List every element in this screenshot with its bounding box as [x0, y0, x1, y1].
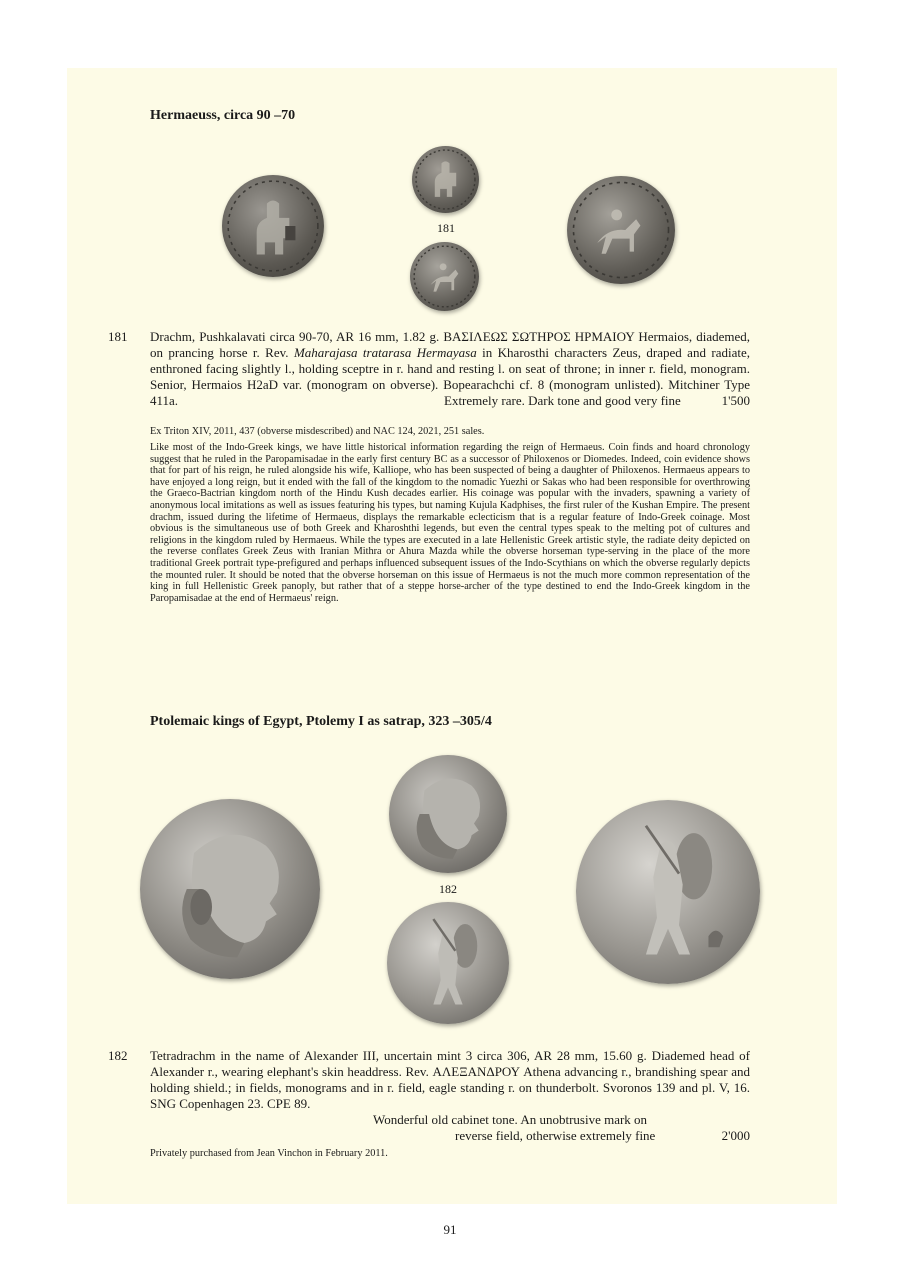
lot-description-181: Drachm, Pushkalavati circa 90-70, AR 16 mm, 1.82 g. ΒΑΣΙΛΕΩΣ ΣΩΤΗΡΟΣ ΗΡΜΑΙΟΥ Hermaios, diademed, on prancing horse r. Rev. Maharajasa tratarasa Hermayasa in Kharosthi characters Zeus, draped and radiate, enthroned facing slightly l., holding sceptre in r. hand and resting l. on seat of throne; in inner r. field, monogram. Senior, Hermaios H2aD var. (monogram on obverse). Bopearachchi cf. 8 (monogram unlisted). Mitchiner Type 411a. — [150, 329, 750, 408]
image-label-182: 182 — [439, 882, 457, 896]
catalog-panel — [67, 68, 837, 1204]
coin-182-large-obverse — [140, 799, 320, 979]
coin-181-small-reverse — [412, 146, 479, 213]
lot-description-182: Tetradrachm in the name of Alexander III, uncertain mint 3 circa 306, AR 28 mm, 15.60 g. Diademed head of Alexander r., wearing elephant's skin headdress. Rev. ΑΛΕΞΑΝΔΡΟΥ Athena advancing r., brandishing spear and holding shield.; in fields, monograms and in r. field, eagle standing r. on thunderbolt. Svoronos 139 and pl. V, 16. SNG Copenhagen 23. CPE 89. — [150, 1048, 750, 1111]
lot-price-181: 1'500 — [721, 393, 750, 408]
coin-181-large-reverse — [222, 175, 324, 277]
coin-182-small-reverse — [387, 902, 509, 1024]
coin-182-large-reverse — [576, 800, 760, 984]
section-heading-hermaeus: Hermaeuss, circa 90 –70 — [150, 108, 296, 123]
image-label-181: 181 — [437, 221, 455, 235]
page-number: 91 — [443, 1222, 457, 1237]
lot-condition-182-line2: reverse field, otherwise extremely fine — [455, 1128, 656, 1143]
section-heading-ptolemy: Ptolemaic kings of Egypt, Ptolemy I as satrap, 323 –305/4 — [150, 714, 492, 729]
lot-note-181: Like most of the Indo-Greek kings, we have little historical information regarding the reign of Hermaeus. Coin finds and hoard chronology suggest that he ruled in the Paropamisadae in the early first century BC as a successor of Philoxenos or Diomedes. Indeed, coin evidence shows that for part of his reign, he ruled alongside his wife, Kalliope, who has been suspected of being a daughter of Philoxenos. Hermaeus appears to have enjoyed a long reign, but it ended with the fall of the kingdom to the nomadic Yuezhi or Sakas who had been responsible for overthrowing the Graeco-Bactrian kingdom north of the Hindu Kush decades earlier. His coinage was popular with the invaders, spawning a variety of anonymous local imitations as well as issues featuring his types, but naming Kujula Kadphises, the first ruler of the Kushan Empire. The present drachm, issued during the lifetime of Hermaeus, displays the remarkable eclecticism that is a regular feature of Indo-Greek coinage. Most obvious is the simultaneous use of both Greek and Kharoshthi legends, but even the central types speak to the melting pot of cultures and religions in the kingdom ruled by Hermaeus. While the types are executed in a late Hellenistic Greek artistic style, the radiate deity depicted on the reverse conflates Greek Zeus with Iranian Mithra or Ahura Mazda while the obverse horseman type-serving in the place of the more traditional Greek portrait type-prefigured and perhaps influenced subsequent issues of the Indo-Scythians on which the obverse regularly depicts the mounted ruler. It should be noted that the obverse horseman on this issue of Hermaeus is not the much more common representation of the king in full Hellenistic Greek panoply, but rather that of a steppe horse-archer of the type destined to end the Indo-Greek kingdom in the Paropamisadae at the end of Hermaeus' reign. — [150, 442, 750, 604]
lot-provenance-181: Ex Triton XIV, 2011, 437 (obverse misdescribed) and NAC 124, 2021, 251 sales. — [150, 426, 485, 437]
coin-181-small-obverse — [410, 242, 479, 311]
lot-provenance-182: Privately purchased from Jean Vinchon in February 2011. — [150, 1148, 388, 1159]
lot-condition-181: Extremely rare. Dark tone and good very fine — [444, 393, 681, 408]
lot-number-181: 181 — [108, 329, 128, 344]
lot-price-182: 2'000 — [721, 1128, 750, 1143]
coin-181-large-obverse — [567, 176, 675, 284]
coin-182-small-obverse — [389, 755, 507, 873]
lot-condition-182-line1: Wonderful old cabinet tone. An unobtrusive mark on — [373, 1112, 648, 1127]
lot-number-182: 182 — [108, 1048, 128, 1063]
